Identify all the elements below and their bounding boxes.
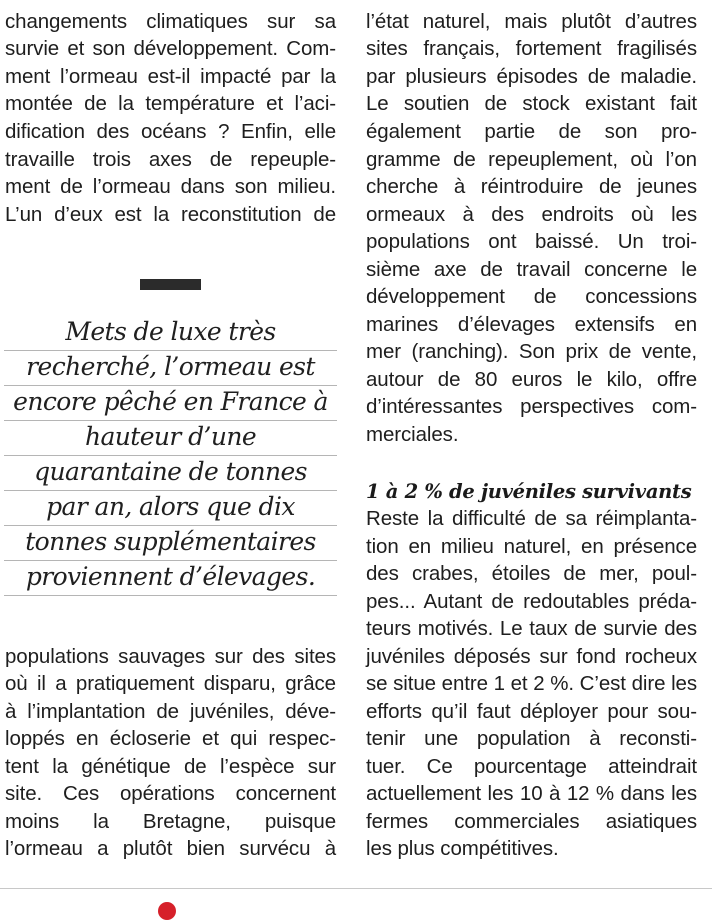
pull-quote-line: hauteur d’une <box>4 420 337 456</box>
body-text-line: site. Ces opérations concernent <box>5 782 336 805</box>
body-text-line: actuellement les 10 à 12 % dans les <box>366 782 697 805</box>
body-text-line: survie et son développement. Com- <box>5 37 336 60</box>
body-text-line: l’état naturel, mais plutôt d’autres <box>366 10 697 33</box>
pull-quote-line: Mets de luxe très <box>4 315 337 351</box>
body-text-line: tion en milieu naturel, en présence <box>366 535 697 558</box>
body-text-line: travaille trois axes de repeuple- <box>5 148 336 171</box>
pull-quote-line: par an, alors que dix <box>4 490 337 526</box>
body-text-line: autour de 80 euros le kilo, offre <box>366 368 697 391</box>
section-subheading: 1 à 2 % de juvéniles survivants <box>366 480 692 503</box>
body-text-line: se situe entre 1 et 2 %. C’est dire les <box>366 672 697 695</box>
body-text-line: ment l’ormeau est-il impacté par la <box>5 65 336 88</box>
body-text-line: les plus compétitives. <box>366 837 559 860</box>
pull-quote-line: quarantaine de tonnes <box>4 455 337 491</box>
body-text-line: marines d’élevages extensifs en <box>366 313 697 336</box>
body-text-line: tenir une population à reconsti- <box>366 727 697 750</box>
footer-divider <box>0 888 712 889</box>
body-text-line: tuer. Ce pourcentage atteindrait <box>366 755 697 778</box>
body-text-line: ment de l’ormeau dans son milieu. <box>5 175 336 198</box>
body-text-line: fermes commerciales asiatiques <box>366 810 697 833</box>
body-text-line: développement de concessions <box>366 285 697 308</box>
body-text-line: populations sauvages sur des sites <box>5 645 336 668</box>
body-text-line: gramme de repeuplement, où l’on <box>366 148 697 171</box>
body-text-line: cherche à réintroduire de jeunes <box>366 175 697 198</box>
body-text-line: populations ont baissé. Un troi- <box>366 230 697 253</box>
body-text-line: des crabes, étoiles de mer, poul- <box>366 562 697 585</box>
body-text-line: l’ormeau a plutôt bien survécu à <box>5 837 336 860</box>
body-text-line: merciales. <box>366 423 459 446</box>
body-text-line: à l’implantation de juvéniles, déve- <box>5 700 336 723</box>
body-text-line: teurs motivés. Le taux de survie des <box>366 617 697 640</box>
pull-quote-line: encore pêché en France à <box>4 385 337 421</box>
body-text-line: Le soutien de stock existant fait <box>366 92 697 115</box>
body-text-line: montée de la température et l’aci- <box>5 92 336 115</box>
body-text-line: dification des océans ? Enfin, elle <box>5 120 336 143</box>
body-text-line: loppés en écloserie et qui respec- <box>5 727 336 750</box>
body-text-line: juvéniles déposés sur fond rocheux <box>366 645 697 668</box>
body-text-line: sites français, fortement fragilisés <box>366 37 697 60</box>
pull-quote-marker <box>140 279 201 290</box>
body-text-line: efforts qu’il faut déployer pour sou- <box>366 700 697 723</box>
body-text-line: sième axe de travail concerne le <box>366 258 697 281</box>
pull-quote-line: proviennent d’élevages. <box>4 560 337 596</box>
body-text-line: mer (ranching). Son prix de vente, <box>366 340 697 363</box>
body-text-line: Reste la difficulté de sa réimplanta- <box>366 507 697 530</box>
body-text-line: L’un d’eux est la reconstitution de <box>5 203 336 226</box>
red-dot-icon <box>158 902 176 920</box>
body-text-line: tent la génétique de l’espèce sur <box>5 755 336 778</box>
body-text-line: ormeaux à des endroits où les <box>366 203 697 226</box>
body-text-line: d’intéressantes perspectives com- <box>366 395 697 418</box>
body-text-line: moins la Bretagne, puisque <box>5 810 336 833</box>
pull-quote-line: recherché, l’ormeau est <box>4 350 337 386</box>
body-text-line: changements climatiques sur sa <box>5 10 336 33</box>
body-text-line: par plusieurs épisodes de maladie. <box>366 65 697 88</box>
pull-quote-line: tonnes supplémentaires <box>4 525 337 561</box>
body-text-line: pes... Autant de redoutables préda- <box>366 590 697 613</box>
body-text-line: également partie de son pro- <box>366 120 697 143</box>
body-text-line: où il a pratiquement disparu, grâce <box>5 672 336 695</box>
